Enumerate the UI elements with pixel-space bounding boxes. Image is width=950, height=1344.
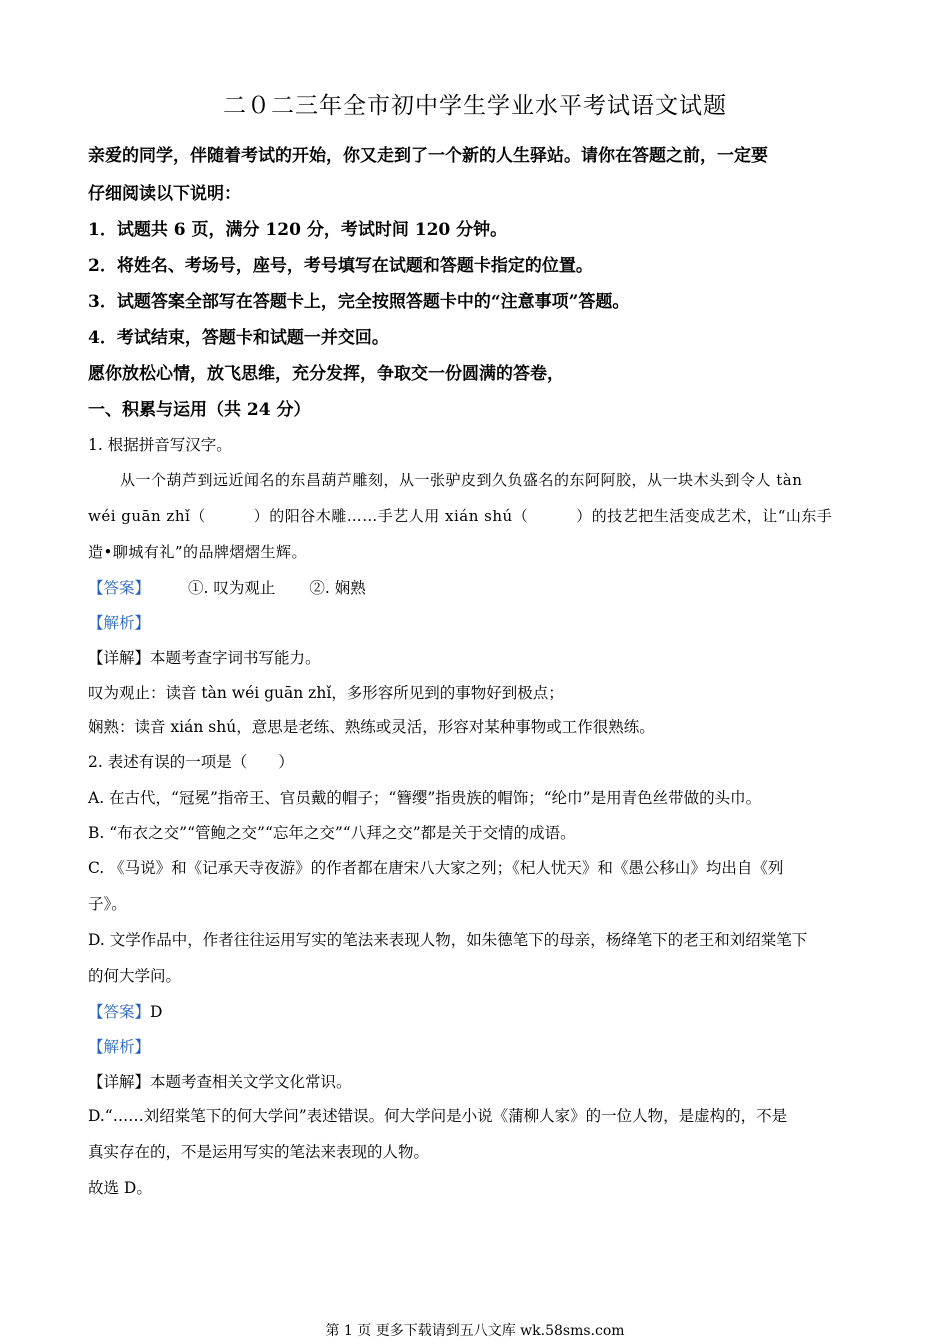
q2-answer: D (150, 1003, 163, 1021)
instruction-1: 1．试题共 6 页，满分 120 分，考试时间 120 分钟。 (88, 220, 508, 240)
wish-line: 愿你放松心情，放飞思维，充分发挥，争取交一份圆满的答卷， (88, 364, 564, 384)
detail-tag: 【详解】 (88, 1073, 151, 1091)
q2-option-d-line-1: D. 文学作品中，作者往往运用写实的笔法来表现人物，如朱德笔下的母亲，杨绛笔下的老王和刘绍棠笔下 (88, 931, 808, 949)
detail-tag: 【详解】 (88, 649, 151, 667)
instruction-2: 2．将姓名、考场号，座号，考号填写在试题和答题卡指定的位置。 (88, 256, 593, 276)
q2-option-a: A. 在古代，“冠冕”指帝王、官员戴的帽子；“簪缨”指贵族的帽饰；“纶巾”是用青色丝带做的头巾。 (88, 789, 762, 807)
q1-passage-end: ）的技艺把生活变成艺术，让“山东手 (576, 507, 833, 525)
q1-answer-1: ①. 叹为观止 (188, 579, 276, 597)
analysis-tag: 【解析】 (88, 1038, 151, 1056)
q1-detail-text: 本题考查字词书写能力。 (150, 649, 321, 667)
intro-line-2: 仔细阅读以下说明： (88, 184, 241, 204)
section-heading: 一、积累与运用（共 24 分） (88, 400, 311, 420)
q2-explanation-1: D.“……刘绍棠笔下的何大学问”表述错误。何大学问是小说《蒲柳人家》的一位人物，是虚构的，不是 (88, 1107, 788, 1125)
q2-stem: 2. 表述有误的一项是（ ） (88, 753, 294, 771)
q2-option-b: B. “布衣之交”“管鲍之交”“忘年之交”“八拜之交”都是关于交情的成语。 (88, 824, 576, 842)
q1-answer-line (88, 577, 366, 599)
q2-detail-line (88, 1071, 352, 1093)
q1-detail-line (88, 647, 321, 669)
q1-passage-line-2 (88, 505, 832, 527)
q1-pinyin-1: wéi guān zhǐ（ (88, 507, 206, 525)
answer-tag: 【答案】 (88, 1003, 151, 1021)
answer-tag: 【答案】 (88, 579, 151, 597)
instruction-4: 4．考试结束，答题卡和试题一并交回。 (88, 328, 389, 348)
q2-answer-line (88, 1001, 162, 1023)
q1-passage-middle: ）的阳谷木雕……手艺人用 xián shú（ (253, 507, 529, 525)
q1-stem: 1. 根据拼音写汉字。 (88, 436, 232, 454)
q1-explanation-2: 娴熟：读音 xián shú，意思是老练、熟练或灵活，形容对某种事物或工作很熟练。 (88, 718, 655, 736)
instruction-3: 3．试题答案全部写在答题卡上，完全按照答题卡中的“注意事项”答题。 (88, 292, 630, 312)
intro-line-1: 亲爱的同学，伴随着考试的开始，你又走到了一个新的人生驿站。请你在答题之前，一定要 (88, 146, 768, 166)
q2-option-c-line-2: 子》。 (88, 895, 127, 913)
analysis-tag: 【解析】 (88, 614, 151, 632)
q2-option-c-line-1: C. 《马说》和《记承天寺夜游》的作者都在唐宋八大家之列；《杞人忧天》和《愚公移山》均出自《列 (88, 859, 784, 877)
q2-conclusion: 故选 D。 (88, 1179, 152, 1197)
q1-explanation-1: 叹为观止：读音 tàn wéi guān zhǐ，多形容所见到的事物好到极点； (88, 684, 564, 702)
page-footer: 第 1 页 更多下载请到五八文库 wk.58sms.com (325, 1323, 625, 1339)
page-title: 二０二三年全市初中学生学业水平考试语文试题 (223, 93, 727, 119)
q2-explanation-2: 真实存在的，不是运用写实的笔法来表现的人物。 (88, 1143, 430, 1161)
q1-answer-2: ②. 娴熟 (309, 579, 366, 597)
q1-passage-line-1: 从一个葫芦到远近闻名的东昌葫芦雕刻，从一张驴皮到久负盛名的东阿阿胶，从一块木头到令人 tàn (120, 471, 803, 489)
q2-option-d-line-2: 的何大学问。 (88, 967, 182, 985)
q2-detail-text: 本题考查相关文学文化常识。 (150, 1073, 352, 1091)
q1-passage-line-3: 造•聊城有礼”的品牌熠熠生辉。 (88, 543, 308, 561)
